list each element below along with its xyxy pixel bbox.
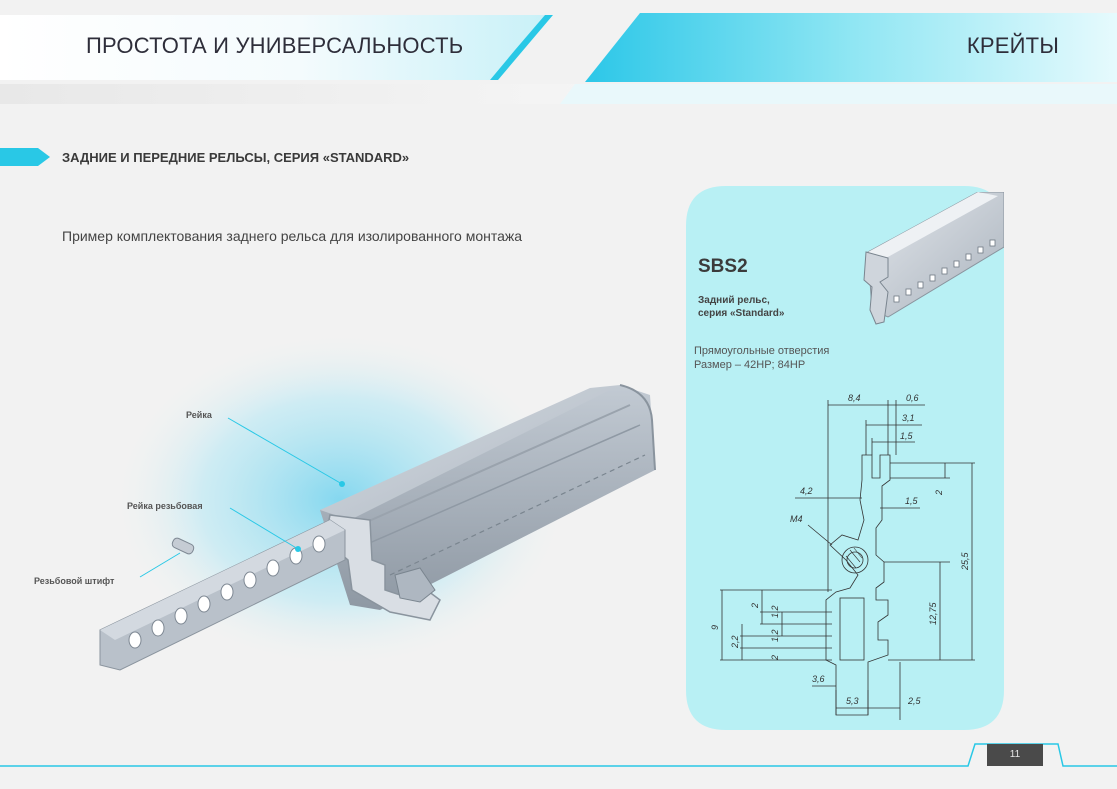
dim-2-2: 2,2 [730, 635, 740, 648]
section-title: ЗАДНИЕ И ПЕРЕДНИЕ РЕЛЬСЫ, СЕРИЯ «STANDARD» [62, 150, 410, 165]
dim-3-1: 3,1 [902, 413, 915, 423]
footer-line [0, 736, 1117, 776]
product-spec-line1: Прямоугольные отверстия [694, 345, 830, 357]
dim-25-5: 25,5 [960, 552, 970, 570]
page-number: 11 [987, 744, 1043, 766]
dim-2-left-bottom: 2 [770, 654, 780, 660]
header-right-title: КРЕЙТЫ [966, 33, 1059, 58]
dim-0-6: 0,6 [906, 393, 919, 403]
dim-1-2-b: 1,2 [770, 629, 780, 642]
rail-assembly-illustration [0, 260, 680, 690]
product-description-line1: Задний рельс, [698, 295, 770, 306]
section-subtitle: Пример комплектования заднего рельса для изолированного монтажа [62, 228, 523, 244]
dim-2-5: 2,5 [908, 696, 921, 706]
dim-3-6: 3,6 [812, 674, 825, 684]
dim-12-75: 12,75 [928, 602, 938, 625]
dim-9: 9 [710, 624, 720, 630]
product-spec [694, 344, 874, 372]
dim-5-3: 5,3 [846, 696, 859, 706]
product-description [698, 294, 848, 320]
callout-threaded-pin: Резьбовой штифт [34, 576, 115, 586]
product-description-line2: серия «Standard» [698, 308, 785, 319]
dim-1-2-a: 1,2 [770, 605, 780, 618]
dim-1-5-top: 1,5 [900, 431, 913, 441]
callout-threaded-rail: Рейка резьбовая [127, 501, 203, 511]
dim-2-left-top: 2 [750, 602, 760, 608]
header-left-title: ПРОСТОТА И УНИВЕРСАЛЬНОСТЬ [86, 33, 464, 58]
dim-4-2: 4,2 [800, 486, 813, 496]
sbs2-rail-thumbnail [858, 192, 1004, 332]
dim-8-4: 8,4 [848, 393, 861, 403]
callout-rail: Рейка [186, 410, 212, 420]
product-spec-line2: Размер – 42HP; 84HP [694, 359, 806, 371]
dim-m4: M4 [790, 514, 803, 524]
profile-technical-drawing [700, 385, 990, 720]
dim-2-right: 2 [934, 489, 944, 495]
section-arrow-icon [0, 144, 52, 170]
dim-1-5-mid: 1,5 [905, 496, 918, 506]
product-code: SBS2 [698, 256, 748, 277]
